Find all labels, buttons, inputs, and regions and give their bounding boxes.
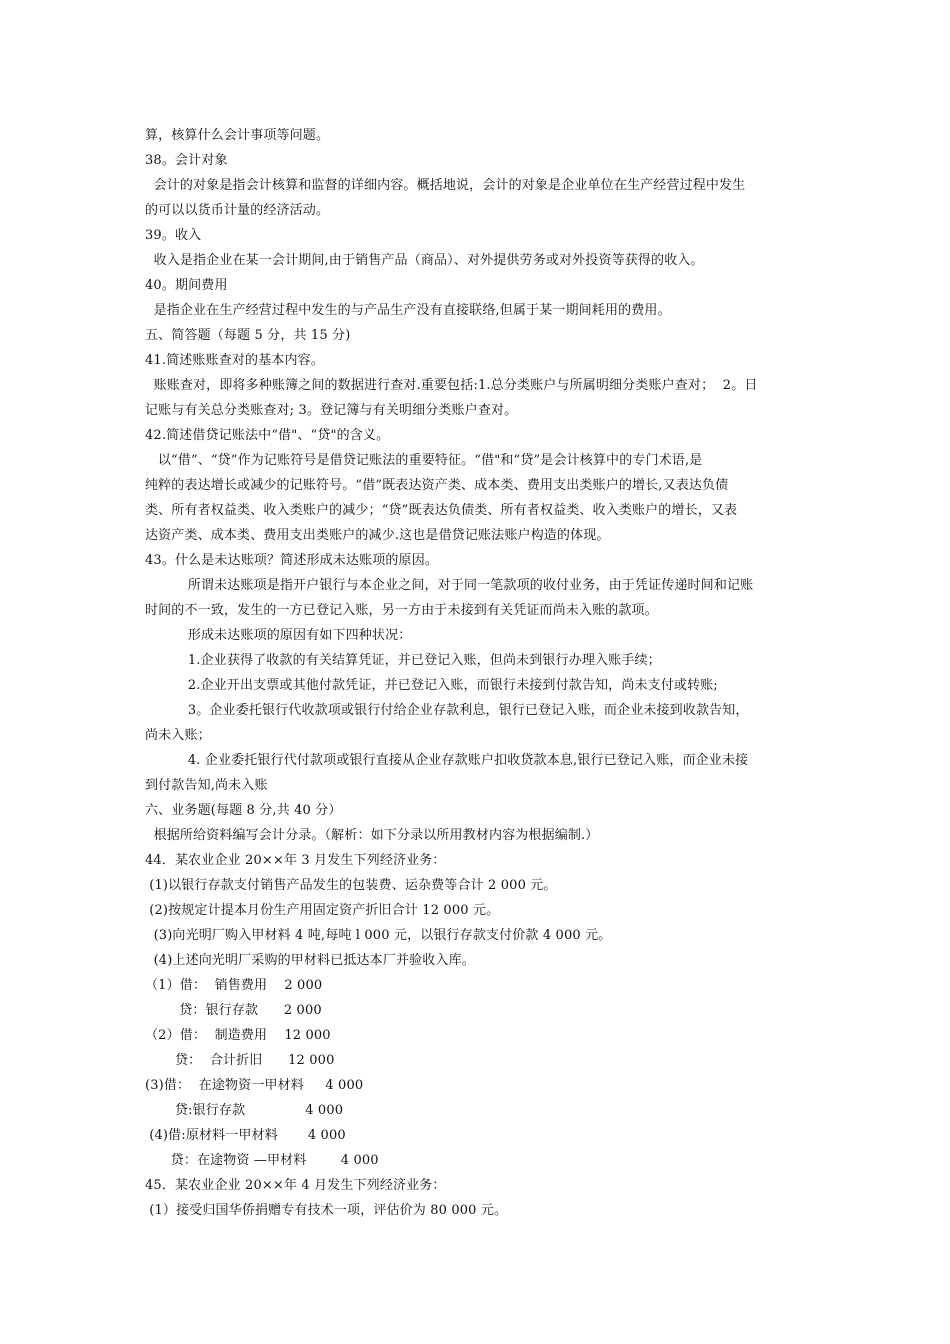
text-line: 账账查对，即将多种账簿之间的数据进行查对.重要包括:1.总分类账户与所属明细分类账户查对； 2。日 <box>145 378 758 393</box>
text-line: 所谓未达账项是指开户银行与本企业之间，对于同一笔款项的收付业务，由于凭证传递时间和记账 <box>145 578 754 593</box>
text-line: 2.企业开出支票或其他付款凭证，并已登记入账，而银行未接到付款告知，尚未支付或转账; <box>145 678 718 693</box>
text-line: (3)借： 在途物资一甲材料 4 000 <box>145 1078 364 1093</box>
text-line: 类、所有者权益类、收入类账户的减少；“贷”既表达负债类、所有者权益类、收入类账户的增长，又表 <box>145 503 738 518</box>
text-line: 43。什么是未达账项？简述形成未达账项的原因。 <box>145 553 438 568</box>
text-line: 以“借”、“贷”作为记账符号是借贷记账法的重要特征。“借"和“贷”是会计核算中的专门术语,是 <box>145 453 703 468</box>
text-line: 记账与有关总分类账查对; 3。登记簿与有关明细分类账户查对。 <box>145 403 518 418</box>
text-line: (3)向光明厂购入甲材料 4 吨,每吨 l 000 元，以银行存款支付价款 4 000 元。 <box>145 928 612 943</box>
text-line: (4)借:原材料一甲材料 4 000 <box>145 1128 346 1143</box>
text-line: 1.企业获得了收款的有关结算凭证，并已登记入账，但尚未到银行办理入账手续； <box>145 653 661 668</box>
text-line: 五、简答题（每题 5 分，共 15 分) <box>145 328 351 343</box>
text-line: （1）借： 销售费用 2 000 <box>145 978 323 993</box>
text-line: 收入是指企业在某一会计期间,由于销售产品（商品）、对外提供劳务或对外投资等获得的收入。 <box>145 253 704 268</box>
text-line: 贷： 合计折旧 12 000 <box>145 1053 335 1068</box>
text-line: 3。企业委托银行代收款项或银行付给企业存款利息，银行已登记入账，而企业未接到收款告知， <box>145 703 749 718</box>
text-line: (2)按规定计提本月份生产用固定资产折旧合计 12 000 元。 <box>145 903 500 918</box>
text-line: （2）借： 制造费用 12 000 <box>145 1028 331 1043</box>
text-line: 达资产类、成本类、费用支出类账户的减少.这也是借贷记账法账户构造的体现。 <box>145 528 610 543</box>
text-line: 形成未达账项的原因有如下四种状况： <box>145 628 412 643</box>
text-line: 44．某农业企业 20××年 3 月发生下列经济业务： <box>145 853 446 868</box>
text-line: 是指企业在生产经营过程中发生的与产品生产没有直接联络,但属于某一期间耗用的费用。 <box>145 303 671 318</box>
text-line: 40。期间费用 <box>145 278 228 293</box>
text-line: 39。收入 <box>145 228 202 243</box>
text-line: 根据所给资料编写会计分录。（解析：如下分录以所用教材内容为根据编制.） <box>145 828 599 843</box>
text-line: 会计的对象是指会计核算和监督的详细内容。概括地说，会计的对象是企业单位在生产经营过程中发生 <box>145 178 746 193</box>
text-line: 的可以以货币计量的经济活动。 <box>145 203 330 218</box>
text-line: 六、业务题(每题 8 分,共 40 分） <box>145 803 342 818</box>
text-line: 纯粹的表达增长或减少的记账符号。“借”既表达资产类、成本类、费用支出类账户的增长,又表达负债 <box>145 478 729 493</box>
text-line: 贷:银行存款 4 000 <box>145 1103 344 1118</box>
text-line: 到付款告知,尚未入账 <box>145 778 268 793</box>
text-line: 贷：在途物资 —甲材料 4 000 <box>145 1153 379 1168</box>
text-line: (1)以银行存款支付销售产品发生的包装费、运杂费等合计 2 000 元。 <box>145 878 557 893</box>
text-line: 时间的不一致，发生的一方已登记入账，另一方由于未接到有关凭证而尚未入账的款项。 <box>145 603 658 618</box>
text-line: 贷：银行存款 2 000 <box>145 1003 322 1018</box>
text-line: 算，核算什么会计事项等问题。 <box>145 128 330 143</box>
text-line: (4)上述向光明厂采购的甲材料已抵达本厂并验收入库。 <box>145 953 475 968</box>
text-line: 42.简述借贷记账法中“借"、“贷"的含义。 <box>145 428 390 443</box>
text-line: (1）接受归国华侨捐赠专有技术一项，评估价为 80 000 元。 <box>145 1203 508 1218</box>
text-line: 45．某农业企业 20××年 4 月发生下列经济业务： <box>145 1178 446 1193</box>
text-line: 尚未入账； <box>145 728 211 743</box>
text-line: 38。会计对象 <box>145 153 228 168</box>
text-line: 4. 企业委托银行代付款项或银行直接从企业存款账户扣收贷款本息,银行已登记入账，而企业未接 <box>145 753 749 768</box>
text-line: 41.简述账账查对的基本内容。 <box>145 353 324 368</box>
